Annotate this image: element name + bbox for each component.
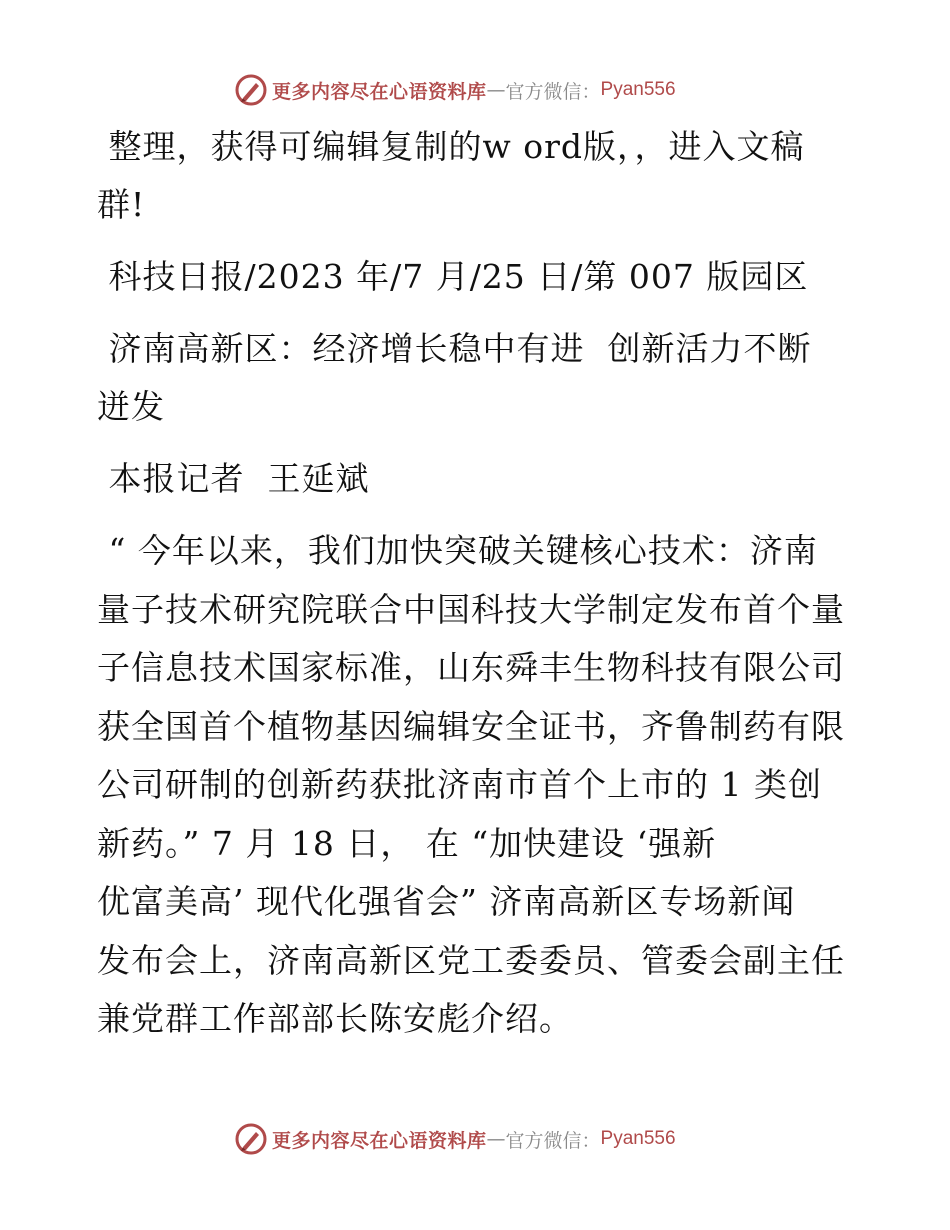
intro-line: 群! [97,185,146,224]
footer-watermark [234,1122,676,1156]
body-line: “ 今年以来，我们加快突破关键核心技术：济南 [97,531,818,570]
watermark-wechat-id: Pyan556 [600,79,676,100]
article-body [97,522,857,1049]
body-line: 子信息技术国家标准，山东舜丰生物科技有限公司 [97,648,845,687]
watermark-separator: — [486,1128,506,1150]
header-watermark [234,73,676,107]
watermark-brand: 更多内容尽在心语资料库 [272,1129,487,1152]
watermark-wechat-id: Pyan556 [600,1128,676,1149]
body-line: 优富美高’ 现代化强省会” 济南高新区专场新闻 [97,882,796,921]
watermark-brand: 更多内容尽在心语资料库 [272,80,487,103]
headline-line: 迸发 [97,387,165,426]
watermark-label: 官方微信： [505,1129,601,1152]
source-line: 科技日报/2023 年/7 月/25 日/第 007 版园区 [97,257,809,296]
document-content [97,118,857,1049]
byline: 本报记者 王延斌 [97,459,370,498]
pen-logo-icon [234,1122,268,1156]
watermark-separator: — [486,79,506,101]
body-line: 获全国首个植物基因编辑安全证书，齐鲁制药有限 [97,706,845,746]
body-line: 新药。” 7 月 18 日， 在 “加快建设 ‘强新 [97,823,717,863]
pen-logo-icon [234,73,268,107]
body-line: 发布会上，济南高新区党工委委员、管委会副主任 [97,940,845,980]
body-line: 量子技术研究院联合中国科技大学制定发布首个量 [97,589,845,629]
body-line: 公司研制的创新药获批济南市首个上市的 1 类创 [97,765,822,804]
headline-line: 济南高新区：经济增长稳中有进 创新活力不断 [97,329,812,368]
watermark-label: 官方微信： [505,80,601,103]
body-line: 兼党群工作部部长陈安彪介绍。 [97,999,573,1038]
intro-line: 整理，获得可编辑复制的w ord版，，进入文稿 [97,127,805,166]
